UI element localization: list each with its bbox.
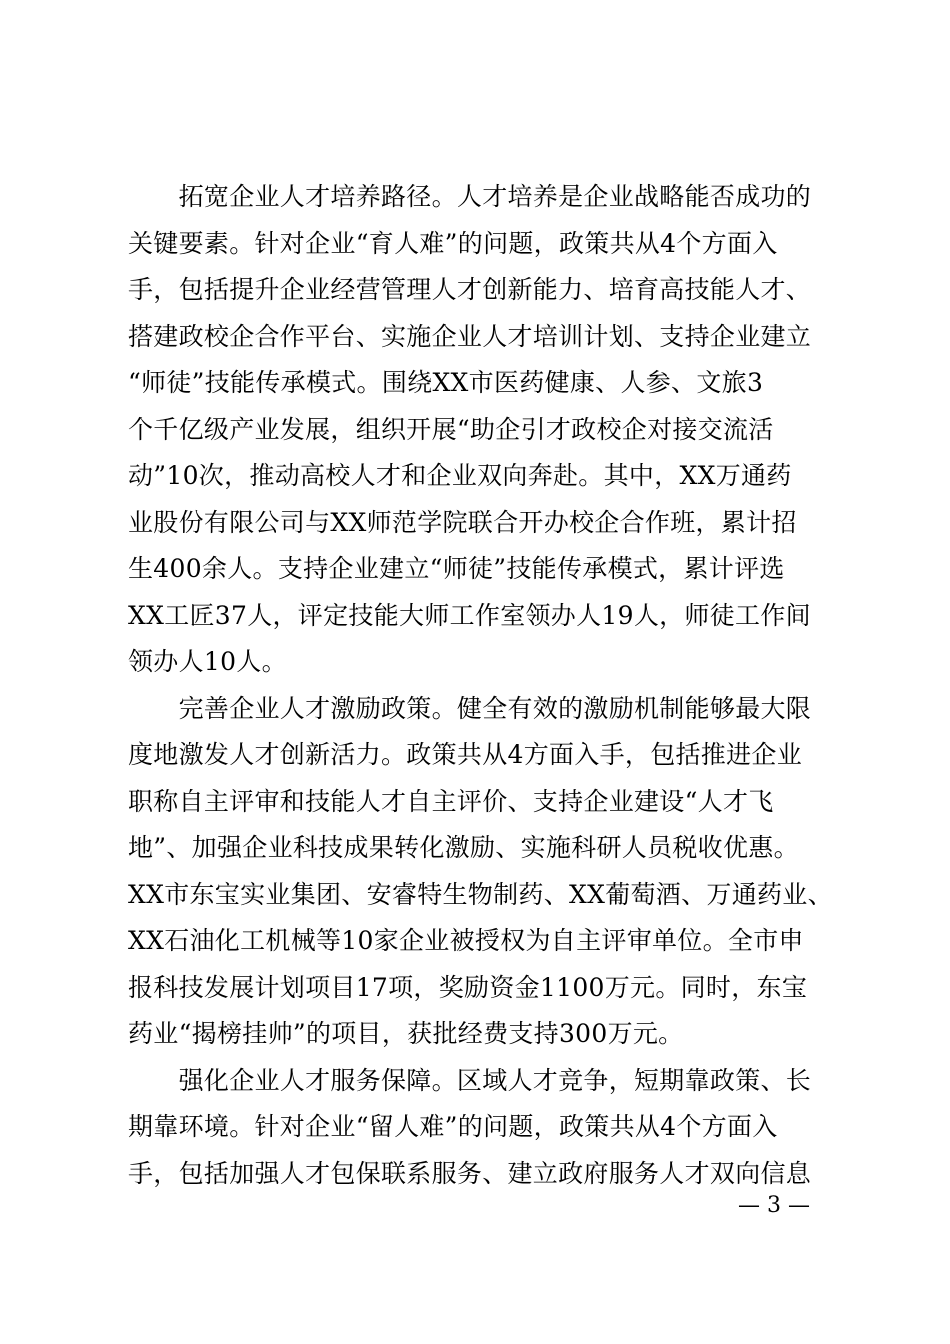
text-line: 动”10次，推动高校人才和企业双向奔赴。其中，XX万通药 [128,461,792,490]
text-line: 期靠环境。针对企业“留人难”的问题，政策共从4个方面入 [128,1112,778,1141]
text-line: 强化企业人才服务保障。区域人才竞争，短期靠政策、长 [128,1065,812,1095]
text-line: 度地激发人才创新活力。政策共从4方面入手，包括推进企业 [128,740,803,769]
text-line: 药业“揭榜挂帅”的项目，获批经费支持300万元。 [128,1019,684,1048]
text-line: 地”、加强企业科技成果转化激励、实施科研人员税收优惠。 [128,833,799,862]
text-line: XX市东宝实业集团、安睿特生物制药、XX葡萄酒、万通药业、 [128,879,833,909]
text-line: 职称自主评审和技能人才自主评价、支持企业建设“人才飞 [128,786,774,816]
text-line: 领办人10人。 [128,647,287,676]
text-line: XX工匠37人，评定技能大师工作室领办人19人，师徒工作间 [128,600,811,630]
text-line: 生400余人。支持企业建立“师徒”技能传承模式，累计评选 [128,554,785,583]
text-line: 拓宽企业人才培养路径。人才培养是企业战略能否成功的 [128,182,812,211]
page-number: — 3 — [738,1193,810,1218]
text-line: 手，包括提升企业经营管理人才创新能力、培育高技能人才、 [128,275,812,304]
text-line: 完善企业人才激励政策。健全有效的激励机制能够最大限 [128,693,812,723]
text-line: 关键要素。针对企业“育人难”的问题，政策共从4个方面入 [128,228,778,258]
text-line: 业股份有限公司与XX师范学院联合开办校企合作班，累计招 [128,507,797,537]
text-line: XX石油化工机械等10家企业被授权为自主评审单位。全市申 [128,926,804,955]
text-line: “师徒”技能传承模式。围绕XX市医药健康、人参、文旅3 [128,368,764,397]
text-line: 手，包括加强人才包保联系服务、建立政府服务人才双向信息 [128,1158,812,1188]
body-text [128,178,833,1201]
text-line: 报科技发展计划项目17项，奖励资金1100万元。同时，东宝 [128,972,808,1002]
text-line: 搭建政校企合作平台、实施企业人才培训计划、支持企业建立 [128,321,812,351]
text-line: 个千亿级产业发展，组织开展“助企引才政校企对接交流活 [128,414,774,444]
